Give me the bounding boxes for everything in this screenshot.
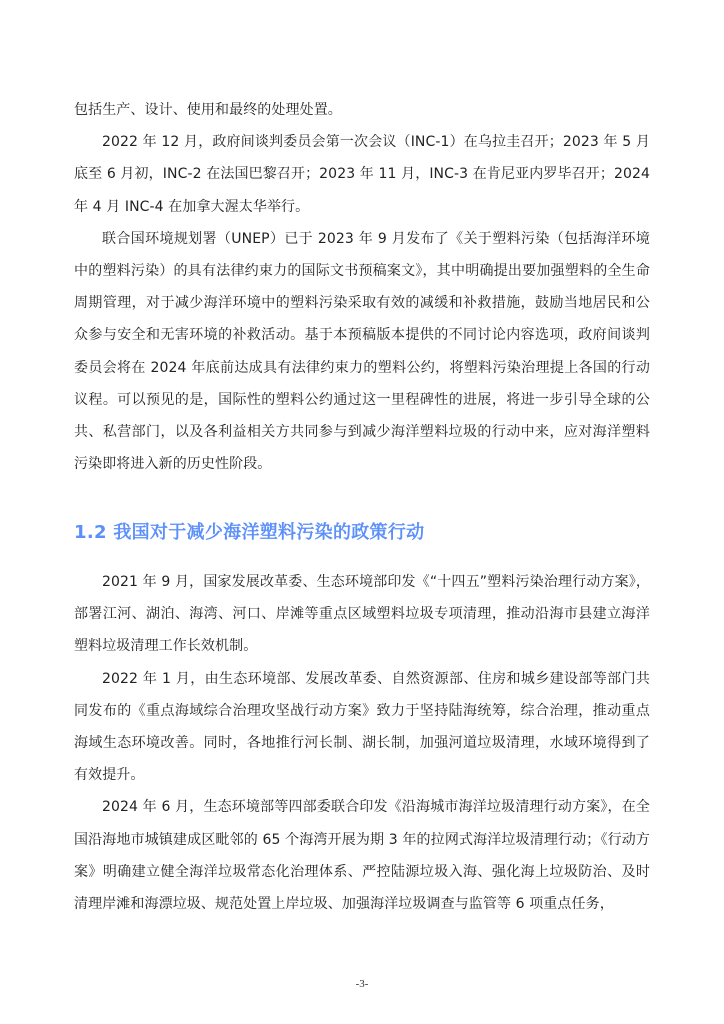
intro-body <box>74 94 650 480</box>
paragraph-2021-plan: 2021 年 9 月，国家发展改革委、生态环境部印发《“十四五”塑料污染治理行动方案》，部署江河、湖泊、海湾、河口、岸滩等重点区域塑料垃圾专项清理，推动沿海市县建立海洋塑料垃圾清理工作长效机制。 <box>74 574 650 655</box>
section-heading: 1.2 我国对于减少海洋塑料污染的政策行动 <box>74 522 425 543</box>
paragraph-inc-meetings: 2022 年 12 月，政府间谈判委员会第一次会议（INC-1）在乌拉圭召开；2023 年 5 月底至 6 月初，INC-2 在法国巴黎召开；2023 年 11 月，INC-3 在肯尼亚内罗毕召开；2024 年 4 月 INC-4 在加拿大渥太华举行。 <box>74 134 650 215</box>
paragraph-continuation: 包括生产、设计、使用和最终的处理处置。 <box>74 102 342 118</box>
paragraph-2022-plan: 2022 年 1 月，由生态环境部、发展改革委、自然资源部、住房和城乡建设部等部门共同发布的《重点海域综合治理攻坚战行动方案》致力于坚持陆海统筹，综合治理，推动重点海域生态环境改善。同时，各地推行河长制、湖长制，加强河道垃圾清理，水域环境得到了有效提升。 <box>74 670 650 784</box>
section-body <box>74 566 650 920</box>
page-number: -3- <box>355 978 369 990</box>
paragraph-unep-draft: 联合国环境规划署（UNEP）已于 2023 年 9 月发布了《关于塑料污染（包括海洋环境中的塑料污染）的具有法律约束力的国际文书预稿案文》，其中明确提出要加强塑料的全生命周期管理，对于减少海洋环境中的塑料污染采取有效的减缓和补救措施，鼓励当地居民和公众参与安全和无害环境的补救活动。基于本预稿版本提供的不同讨论内容选项，政府间谈判委员会将在 2024 年底前达成具有法律约束力的塑料公约，将塑料污染治理提上各国的行动议程。可以预见的是，国际性的塑料公约通过这一里程碑性的进展，将进一步引导全球的公共、私营部门，以及各利益相关方共同参与到减少海洋塑料垃圾的行动中来，应对海洋塑料污染即将进入新的历史性阶段。 <box>74 230 650 473</box>
paragraph-2024-plan: 2024 年 6 月，生态环境部等四部委联合印发《沿海城市海洋垃圾清理行动方案》，在全国沿海地市城镇建成区毗邻的 65 个海湾开展为期 3 年的拉网式海洋垃圾清理行动；《行动方案》明确建立健全海洋垃圾常态化治理体系、严控陆源垃圾入海、强化海上垃圾防治、及时清理岸滩和海漂垃圾、规范处置上岸垃圾、加强海洋垃圾调查与监管等 6 项重点任务， <box>74 799 650 913</box>
